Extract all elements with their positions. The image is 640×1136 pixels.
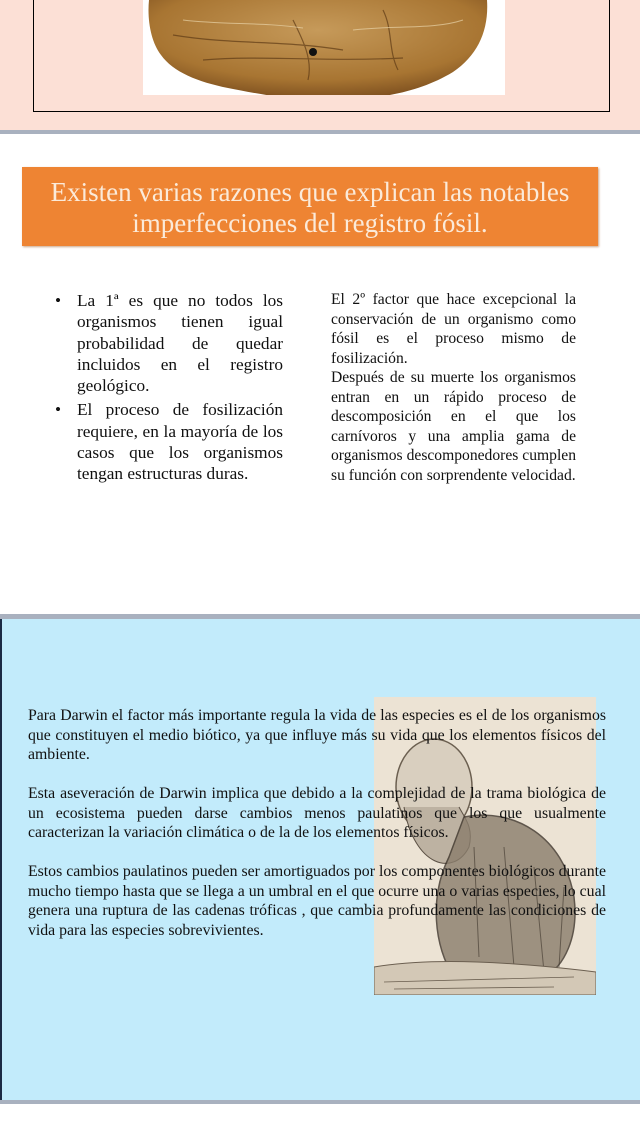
slide-divider — [0, 1100, 640, 1104]
bullet-list — [52, 290, 283, 488]
paragraph: Esta aseveración de Darwin implica que debido a la complejidad de la trama biológica de un ecosistema pueden darse cambios menos paulatinos que los que usualmente caracterizan la variación climática o de la de los elementos físicos. — [28, 785, 606, 841]
paragraph: Para Darwin el factor más importante regula la vida de las especies es el de los organismos que constituyen el medio biótico, ya que influye más su vida que los elementos físicos del ambiente. — [28, 707, 606, 763]
paragraph: Después de su muerte los organismos entran en un rápido proceso de descomposición en el que los carnívoros y una amplia gama de organismos descomponedores cumplen su función con sorprendente velocidad. — [331, 369, 576, 484]
list-item: • La 1ª es que no todos los organismos tienen igual probabilidad de quedar incluidos en el registro geológico. — [55, 291, 283, 396]
list-item: • El proceso de fosilización requiere, en la mayoría de los casos que los organismos tengan estructuras duras. — [55, 400, 283, 484]
fossil-image — [143, 0, 505, 95]
darwin-text — [28, 706, 606, 960]
slide-title-banner — [22, 167, 598, 246]
paragraph: El 2º factor que hace excepcional la conservación de un organismo como fósil es el proceso mismo de fosilización. — [331, 291, 576, 367]
slide-title: Existen varias razones que explican las notables imperfecciones del registro fósil. — [50, 177, 570, 238]
right-column-text — [331, 290, 576, 485]
slide-divider — [0, 130, 640, 134]
bullet-icon: • — [55, 291, 62, 310]
bullet-icon: • — [55, 400, 62, 420]
paragraph: Estos cambios paulatinos pueden ser amortiguados por los componentes biológicos durante mucho tiempo hasta que se llega a un umbral en el que ocurre una o varias especies, lo cual genera una ruptura de las cadenas tróficas , que cambia profundamente las condiciones de vida para las especies sobrevivientes. — [28, 863, 606, 939]
